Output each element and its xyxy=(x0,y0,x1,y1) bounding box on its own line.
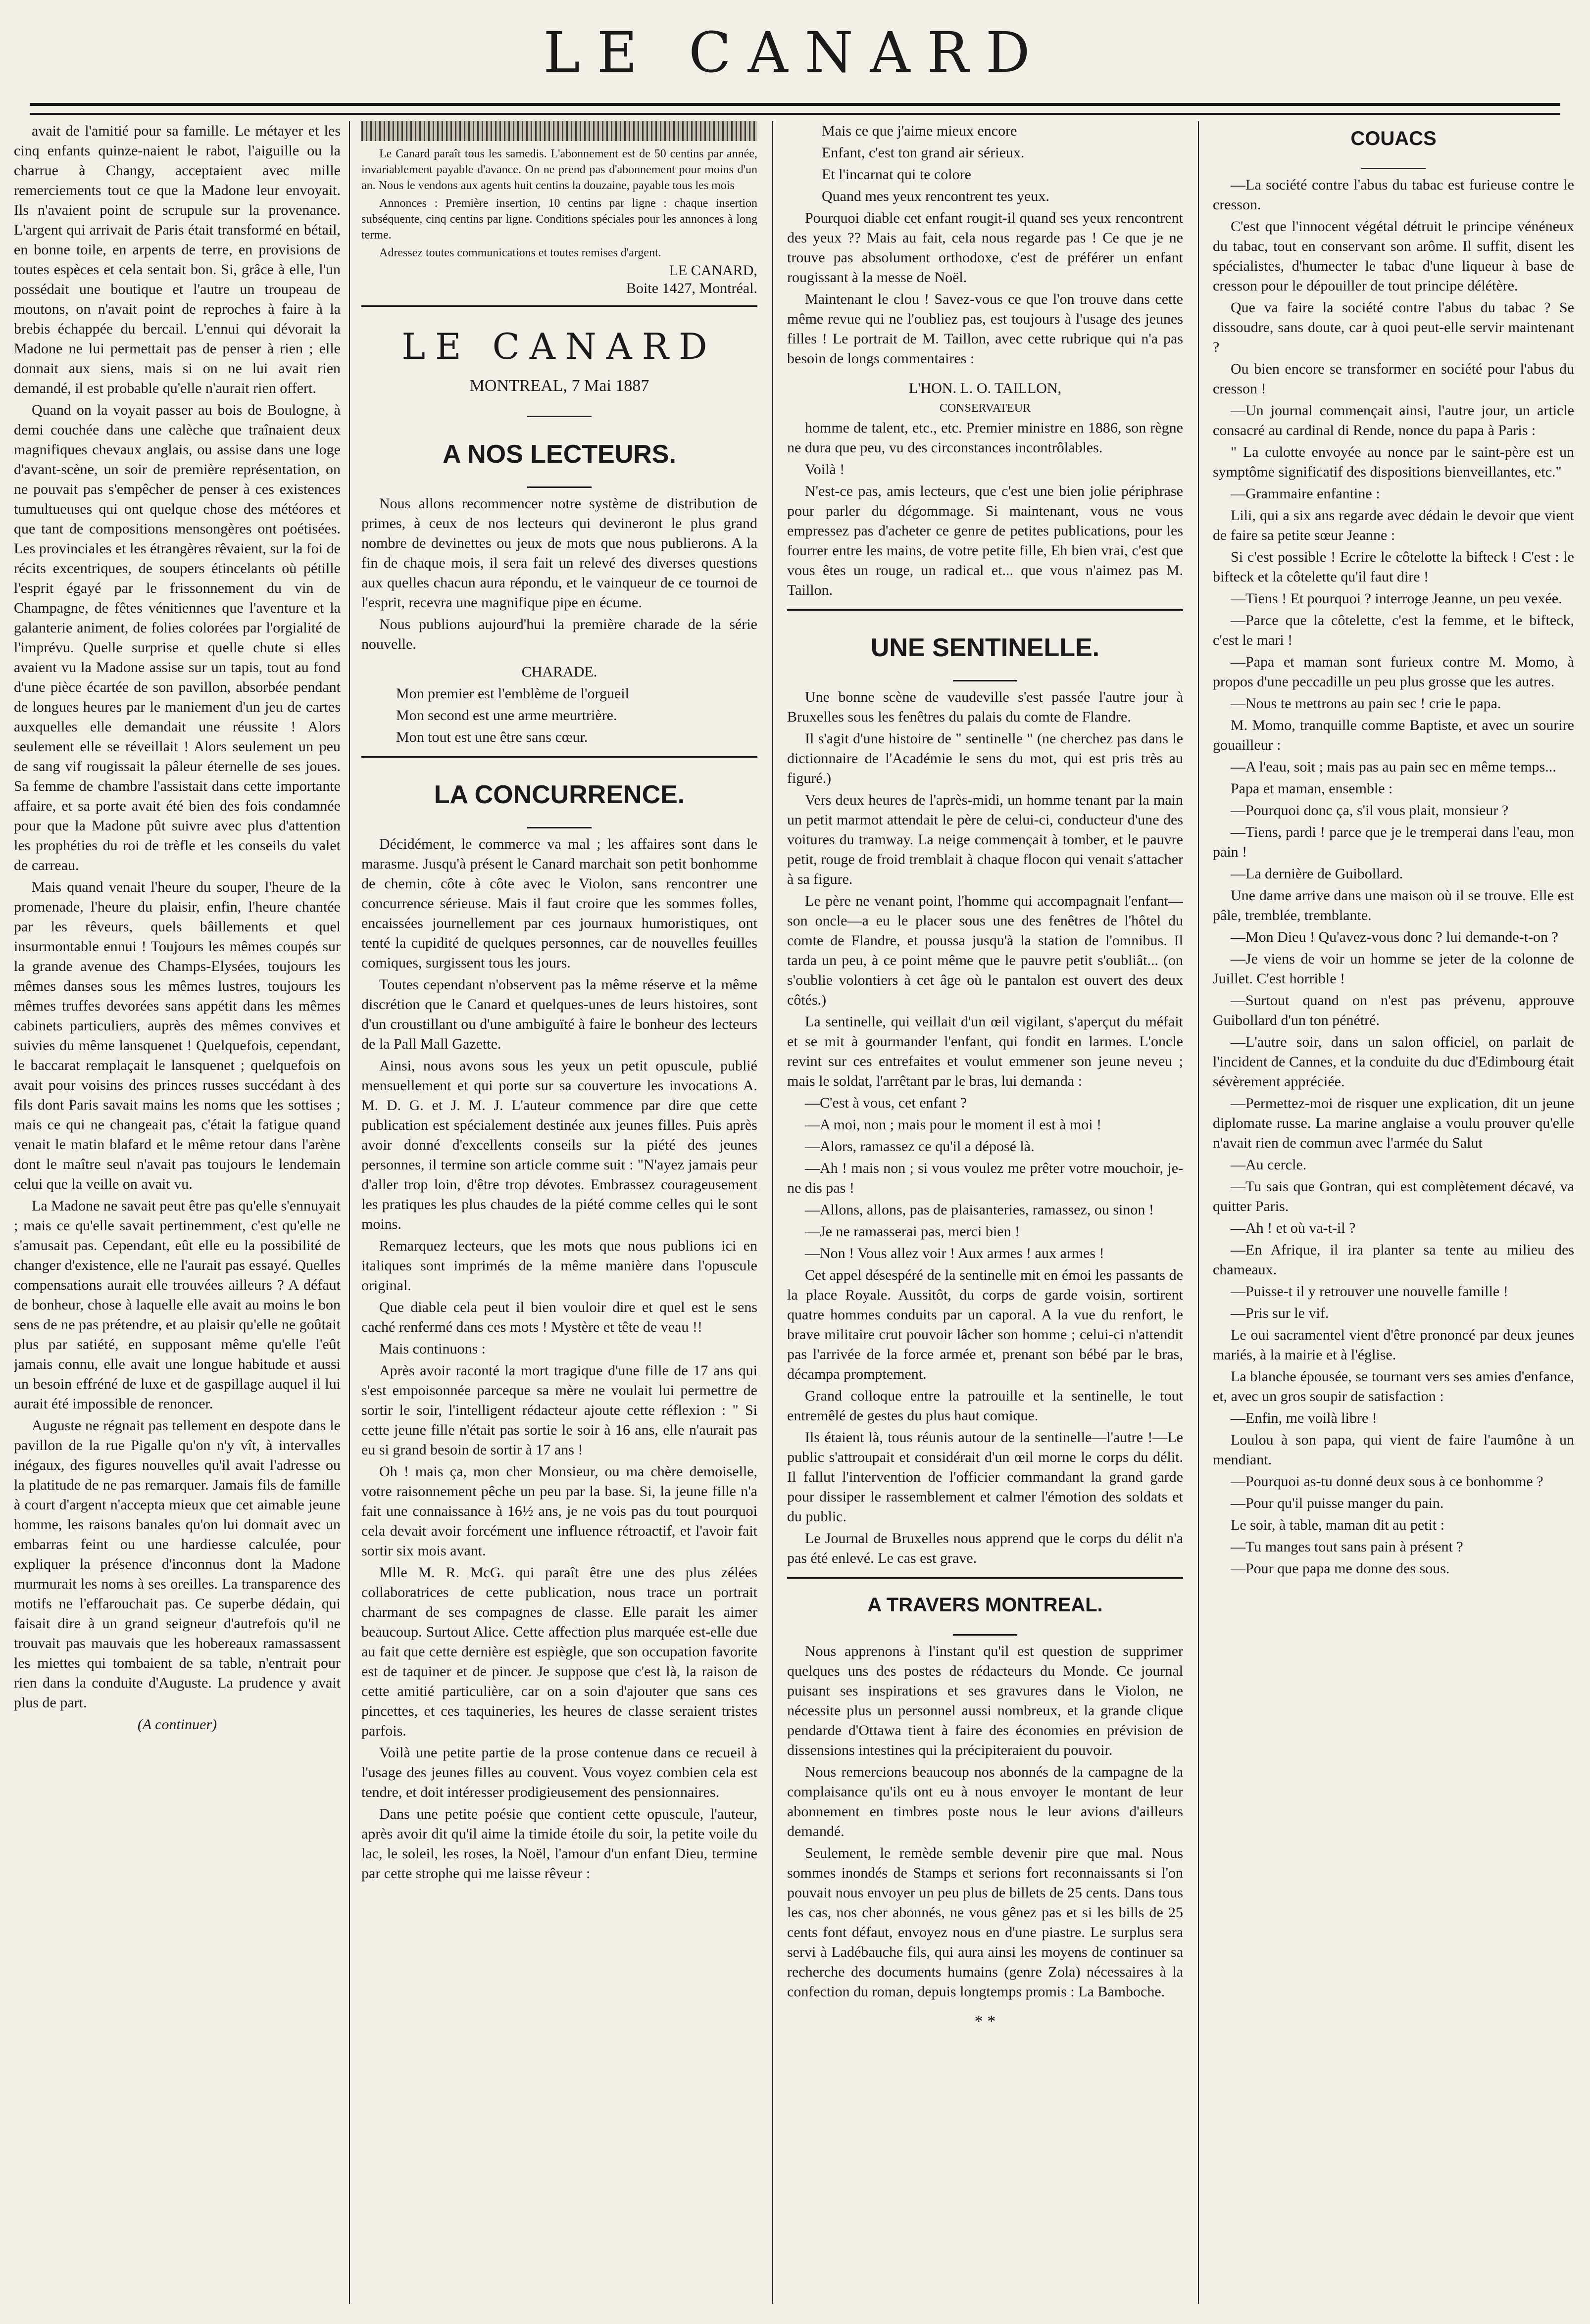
couac-item: —Mon Dieu ! Qu'avez-vous donc ? lui demande-t-on ? xyxy=(1231,929,1558,945)
notice-line: Adressez toutes communications et toutes remises d'argent. xyxy=(379,246,661,259)
subscription-notice xyxy=(361,146,757,261)
charade-line: Mon premier est l'emblème de l'orgueil xyxy=(396,685,629,702)
couac-item: Le soir, à table, maman dit au petit : xyxy=(1231,1517,1444,1533)
divider xyxy=(953,680,1017,681)
paragraph: Vers deux heures de l'après-midi, un homme tenant par la main un petit marmot attendait le père de celui-ci, conducteur d'une des voitures du tramway. La neige commençait à tomber, et le pauvre petit, rouge de froid tremblait à chaque flocon qui venait s'attacher à sa figure. xyxy=(787,792,1183,887)
couac-item: —Puisse-t il y retrouver une nouvelle famille ! xyxy=(1231,1283,1508,1300)
paragraph: —Je ne ramasserai pas, merci bien ! xyxy=(805,1223,1020,1240)
paragraph: Décidément, le commerce va mal ; les affaires sont dans le marasme. Jusqu'à présent le Canard marchait son petit bonhomme de chemin, côte à côte avec le Violon, sans rencontrer une concurrence sérieuse. Mais il faut croire que les sommes folles, encaissées journellement par ces journaux humoristiques, ont tenté la cupidité de quelques personnes, car de nouvelles feuilles comiques, surgissent tous les jours. xyxy=(361,836,757,971)
paragraph: Nous allons recommencer notre système de distribution de primes, à ceux de nos lecteurs qui devineront le plus grand nombre de devinettes ou jeux de mots que nous publierons. A la fin de chaque mois, il sera fait un relevé des diverses questions aux quelles chacun aura répondu, et le vainqueur de ce tournoi de l'esprit, recevra une magnifique pipe en écume. xyxy=(361,495,757,611)
couac-item: Le oui sacramentel vient d'être prononcé par deux jeunes mariés, à la mairie et à l'église. xyxy=(1213,1327,1574,1363)
column-2 xyxy=(361,121,757,2304)
couac-item: —Parce que la côtelette, c'est la femme, et le bifteck, c'est le mari ! xyxy=(1213,612,1574,648)
couacs-list xyxy=(1213,175,1574,1579)
paragraph: homme de talent, etc., etc. Premier ministre en 1886, son règne ne dura que peu, vu des circonstances incontrôlables. xyxy=(787,420,1183,456)
divider xyxy=(527,827,592,828)
illustration-strip xyxy=(361,121,757,141)
couac-item: M. Momo, tranquille comme Baptiste, et avec un sourire gouailleur : xyxy=(1213,717,1574,753)
couac-item: La blanche épousée, se tournant vers ses amies d'enfance, et, avec un gros soupir de satisfaction : xyxy=(1213,1368,1574,1404)
couac-item: —Pourquoi as-tu donné deux sous à ce bonhomme ? xyxy=(1231,1473,1543,1490)
couac-item: —Tiens ! Et pourquoi ? interroge Jeanne, un peu vexée. xyxy=(1231,590,1562,607)
divider xyxy=(361,305,757,307)
divider xyxy=(527,486,592,488)
divider xyxy=(1361,168,1426,169)
paragraph: Toutes cependant n'observent pas la même réserve et la même discrétion que le Canard et quelques-unes de leurs histoires, sont d'un croustillant ou d'une ambiguïté à faire le bonheur des lecteurs de la Pall Mall Gazette. xyxy=(361,976,757,1052)
couac-item: —En Afrique, il ira planter sa tente au milieu des chameaux. xyxy=(1213,1242,1574,1278)
paragraph: Voilà une petite partie de la prose contenue dans ce recueil à l'usage des jeunes filles au couvent. Vous voyez combien cela est tendre, et doit intéresser prodigieusement des pensionnaires. xyxy=(361,1744,757,1800)
couac-item: —Grammaire enfantine : xyxy=(1231,485,1380,502)
couac-item: Si c'est possible ! Ecrire le côtelotte la bifteck ! C'est : le bifteck et la côtelette qu'il faut dire ! xyxy=(1213,549,1574,585)
couac-item: —Au cercle. xyxy=(1231,1157,1307,1173)
paragraph: Grand colloque entre la patrouille et la sentinelle, le tout entremêlé de gestes du plus haut comique. xyxy=(787,1388,1183,1424)
couac-item: —Tu manges tout sans pain à présent ? xyxy=(1231,1539,1463,1555)
paragraph: avait de l'amitié pour sa famille. Le métayer et les cinq enfants quinze-naient le rabot, l'aiguille ou la charrue à Changy, acceptaient avec mille remerciements tout ce que la Madone leur envoyait. Ils n'avaient point de scrupule sur la provenance. L'argent qui arrivait de Paris était transformé en bétail, en bonne toile, en arpents de terre, en provisions de toutes espèces et cela sentait bon. Si, grâce à elle, l'un possédait une boutique et l'autre un troupeau de moutons, on n'avait point de reproches à faire à la brebis échappée du bercail. L'ennui qui dévorait la Madone ne lui permettait pas de penser à rien ; elle donnait aux siens, mais si on ne lui avait rien demandé, il est probable qu'elle n'aurait rien offert. xyxy=(14,123,341,396)
couacs-heading: COUACS xyxy=(1350,128,1437,149)
paragraph: Cet appel désespéré de la sentinelle mit en émoi les passants de la place Royale. Aussitôt, du corps de garde voisin, sortirent quatre hommes conduits par un caporal. A la vue du renfort, le brave militaire crut pouvoir lâcher son homme ; celui-ci n'attendit pas l'arrivée de la force armée et, prenant son bébé par le bras, décampa promptement. xyxy=(787,1267,1183,1382)
couac-item: —Pour que papa me donne des sous. xyxy=(1231,1560,1450,1577)
paragraph: Mais continuons : xyxy=(379,1341,486,1357)
article-body xyxy=(787,208,1183,369)
couac-item: —L'autre soir, dans un salon officiel, on parlait de l'incident de Cannes, et la conduite du duc d'Edimbourg était sévèrement appréciée. xyxy=(1213,1034,1574,1090)
couac-item: C'est que l'innocent végétal détruit le principe vénéneux du tabac, tout en conservant son arôme. Il suffit, disent les spécialistes, d'humecter le tabac d'une liqueur à base de cresson pour le dépouiller de tout principe délétère. xyxy=(1213,218,1574,294)
paragraph: Maintenant le clou ! Savez-vous ce que l'on trouve dans cette même revue qui ne l'oubliez pas, est toujours à l'usage des jeunes filles ! Le portrait de M. Taillon, avec cette rubrique qui n'a pas besoin de longs commentaires : xyxy=(787,291,1183,367)
paragraph: La sentinelle, qui veillait d'un œil vigilant, s'aperçut du méfait et se mit à gourmander l'enfant, qui fondit en larmes. L'oncle revint sur ces entrefaites et voulut emmener son jeune neveu ; mais le soldat, l'arrêtant par le bras, lui demanda : xyxy=(787,1014,1183,1089)
couac-item: —La société contre l'abus du tabac est furieuse contre le cresson. xyxy=(1213,177,1574,213)
charade-lines xyxy=(361,684,757,747)
couac-item: Lili, qui a six ans regarde avec dédain le devoir que vient de faire sa petite sœur Jeanne : xyxy=(1213,507,1574,543)
couac-item: —Surtout quand on n'est pas prévenu, approuve Guibollard d'un ton pénétré. xyxy=(1213,992,1574,1028)
couac-item: —Tiens, pardi ! parce que je le tremperai dans l'eau, mon pain ! xyxy=(1213,824,1574,860)
couac-item: —Un journal commençait ainsi, l'autre jour, un article consacré au cardinal di Rende, nonce du papa à Paris : xyxy=(1213,402,1574,438)
paragraph: —Alors, ramassez ce qu'il a déposé là. xyxy=(805,1138,1035,1155)
verse-line: Quand mes yeux rencontrent tes yeux. xyxy=(822,188,1049,204)
verse-line: Et l'incarnat qui te colore xyxy=(822,166,971,183)
couac-item: —Tu sais que Gontran, qui est complètement décavé, va quitter Paris. xyxy=(1213,1178,1574,1214)
newspaper-title: LE CANARD xyxy=(543,21,1047,85)
article-heading: A NOS LECTEURS. xyxy=(443,440,676,469)
paragraph: Il s'agit d'une histoire de " sentinelle " (ne cherchez pas dans le dictionnaire de l'Académie le sens du mot, qui est pris très au figuré.) xyxy=(787,730,1183,786)
paragraph: Que diable cela peut il bien vouloir dire et quel est le sens caché renfermé dans ces mots ! Mystère et tête de veau !! xyxy=(361,1299,757,1335)
inner-masthead: LE CANARD xyxy=(401,326,717,367)
column-1 xyxy=(14,121,341,2304)
paragraph: Nous apprenons à l'instant qu'il est question de supprimer quelques uns des postes de rédacteurs du Monde. Ce journal puisant ses inspirations et ses gravures dans le Violon, ne nécessite plus un personnel aussi nombreux, et la grande clique pendarde d'Ottawa tient à faire des économies en prévision de dissensions intestines qui la précipiteraient du pouvoir. xyxy=(787,1643,1183,1758)
masthead-rule xyxy=(30,103,1560,115)
verse-line: Enfant, c'est ton grand air sérieux. xyxy=(822,145,1025,161)
couac-item: Que va faire la société contre l'abus du tabac ? Se dissoudre, sans doute, car à quoi peut-elle servir maintenant ? xyxy=(1213,299,1574,355)
verse-line: Mais ce que j'aime mieux encore xyxy=(822,123,1017,139)
notice-address: Boite 1427, Montréal. xyxy=(626,280,757,296)
paragraph: Le Journal de Bruxelles nous apprend que le corps du délit n'a pas été enlevé. Le cas est grave. xyxy=(787,1530,1183,1566)
column-divider xyxy=(772,121,773,2304)
couac-item: Ou bien encore se transformer en société pour l'abus du cresson ! xyxy=(1213,361,1574,397)
poem-stanza xyxy=(787,121,1183,206)
couac-item: " La culotte envoyée au nonce par le saint-père est un symptôme significatif des dispositions bienveillantes, etc." xyxy=(1213,444,1574,480)
paragraph: —Non ! Vous allez voir ! Aux armes ! aux armes ! xyxy=(805,1245,1104,1261)
paragraph: —Ah ! mais non ; si vous voulez me prêter votre mouchoir, je-ne dis pas ! xyxy=(787,1160,1183,1196)
paragraph: Mlle M. R. McG. qui paraît être une des plus zélées collaboratrices de cette publication, nous trace un portrait charmant de ses compagnes de classe. Elle parait les aimer beaucoup. Surtout Alice. Cette affection plus marquée est-elle due au fait que cette dernière est espiègle, que son occupation favorite est de taquiner et de pincer. Je suppose que c'est là, la raison de cette amitié particulière, car on a soin d'ajouter que sans ces pincettes, et ces taquineries, les heures de classe seraient tristes parfois. xyxy=(361,1564,757,1739)
paragraph: Nous publions aujourd'hui la première charade de la série nouvelle. xyxy=(361,616,757,652)
notice-signature: LE CANARD, xyxy=(669,262,757,279)
charade-line: Mon second est une arme meurtrière. xyxy=(396,707,617,724)
to-be-continued: (A continuer) xyxy=(137,1716,217,1733)
paragraph: —C'est à vous, cet enfant ? xyxy=(805,1095,967,1111)
article-body xyxy=(361,834,757,1884)
article-heading: A TRAVERS MONTREAL. xyxy=(867,1594,1103,1616)
couac-item: —Pour qu'il puisse manger du pain. xyxy=(1231,1495,1444,1511)
paragraph: La Madone ne savait peut être pas qu'elle s'ennuyait ; mais ce qu'elle savait pertinemment, c'est qu'elle ne s'amusait pas. Cependant, eût elle eu la possibilité de changer d'existence, elle ne l'aurait pas essayé. Quelles compensations aurait elle trouvées ailleurs ? A défaut de bonheur, chose à laquelle elle avait au moins le bon sens de ne pas prétendre, et au plaisir qu'elle ne goûtait plus par satiété, en supposant même qu'elle l'eût jamais connu, elle avait une longue habitude et aussi un besoin effréné de luxe et de gaspillage auquel il lui aurait été impossible de renoncer. xyxy=(14,1198,341,1412)
feuilleton-text xyxy=(14,121,341,1713)
masthead xyxy=(30,6,1560,115)
section-stars: * * xyxy=(974,2012,996,2031)
dateline: MONTREAL, 7 Mai 1887 xyxy=(469,377,649,395)
paragraph: Nous remercions beaucoup nos abonnés de la campagne de la complaisance qu'ils ont eu à nous envoyer le montant de leur abonnement en timbres poste nous le leur avions d'ailleurs demandé. xyxy=(787,1764,1183,1840)
portrait-subcaption: CONSERVATEUR xyxy=(939,402,1031,415)
paragraph: Dans une petite poésie que contient cette opuscule, l'auteur, après avoir dit qu'il aime la timide étoile du soir, la petite voile du lac, le soleil, les roses, la Noël, l'amour d'un enfant Dieu, termine par cette strophe qui me laisse rêveur : xyxy=(361,1806,757,1882)
paragraph: —Allons, allons, pas de plaisanteries, ramassez, ou sinon ! xyxy=(805,1202,1154,1218)
charade-title: CHARADE. xyxy=(521,664,597,680)
paragraph: Voilà ! xyxy=(805,461,845,478)
couac-item: —Permettez-moi de risquer une explication, dit un jeune diplomate russe. La marine anglaise a voulu prouver qu'elle n'avait rien de commun avec l'armée du Salut xyxy=(1213,1095,1574,1151)
paragraph: —A moi, non ; mais pour le moment il est à moi ! xyxy=(805,1116,1102,1133)
couac-item: —A l'eau, soit ; mais pas au pain sec en même temps... xyxy=(1231,759,1556,775)
couac-item: —Pourquoi donc ça, s'il vous plait, monsieur ? xyxy=(1231,802,1509,819)
paragraph: Oh ! mais ça, mon cher Monsieur, ou ma chère demoiselle, votre raisonnement pêche un peu par la base. Si, la jeune fille n'a fait une connaissance à 16½ ans, je ne vois pas du tout pourquoi cela devait avoir forcément une influence rétroactif, et l'avoir fait sortir six mois avant. xyxy=(361,1463,757,1559)
divider xyxy=(787,1577,1183,1579)
paragraph: Ils étaient là, tous réunis autour de la sentinelle—l'autre !—Le public s'attroupait et considérait d'un œil morne le corps du délit. Il fallut l'intervention de l'officier commandant la grand garde pour dissiper le rassemblement et calmer l'émotion des soldats et du public. xyxy=(787,1429,1183,1525)
article-body xyxy=(787,1642,1183,2002)
column-divider xyxy=(1198,121,1199,2304)
divider xyxy=(361,756,757,758)
article-heading: UNE SENTINELLE. xyxy=(870,633,1100,662)
paragraph: Auguste ne régnait pas tellement en despote dans le pavillon de la rue Pigalle qu'on n'y vît, à intervalles inégaux, des figures nouvelles qu'il avait l'adresse ou la platitude de ne pas remarquer. Jamais fils de famille à court d'argent n'accepta mieux que cet aimable jeune homme, les raisons banales qu'on lui donnait avec un embarras feint ou une hardiesse calculée, pour expliquer la présence d'inconnus dont la Madone murmurait les noms à ses oreilles. La transparence des motifs ne l'effarouchait pas. Ce superbe dédain, qui faisait dire à un grand seigneur d'autrefois qu'il ne trouvait pas mauvais que les hobereaux ramassassent les miettes qui tombaient de sa table, n'entrait pour rien dans la conduite d'Auguste. La prudence y avait plus de part. xyxy=(14,1417,341,1711)
article-body xyxy=(361,494,757,654)
article-body xyxy=(787,418,1183,600)
couac-item: Loulou à son papa, qui vient de faire l'aumône à un mendiant. xyxy=(1213,1432,1574,1468)
divider xyxy=(953,1634,1017,1636)
paragraph: Mais quand venait l'heure du souper, l'heure de la promenade, l'heure du plaisir, enfin, l'heure chantée par les rêveurs, quels bâillements et quel insurmontable ennui ! Toujours les mêmes coupés sur la grande avenue des Champs-Elysées, toujours les mêmes danses sous les mêmes lustres, toujours les mêmes truffes devorées sans appétit dans les mêmes cabinets particuliers, auprès des mêmes convives et suivies du même lansquenet ! Quelquefois, cependant, le baccarat remplaçait le lansquenet ; quelquefois on avait pour voisins des princes russes succédant à des fils dont Paris savait mains les noms que les sottises ; mais ce qui ne changeait pas, c'était la fatigue quand venait le matin blafard et le même retour dans l'arène dont le maître seul n'avait pas toujours le lendemain celui que la veille on avait vu. xyxy=(14,879,341,1192)
divider xyxy=(527,416,592,417)
paragraph: Après avoir raconté la mort tragique d'une fille de 17 ans qui s'est empoisonnée parceque sa mère ne voulait lui permettre de sortir le soir, l'intelligent rédacteur ajoute cette réflexion : " Si cette jeune fille n'était pas sortie le soir à 16 ans, elle n'aurait pas eu si grand besoin de sortir à 17 ans ! xyxy=(361,1362,757,1458)
divider xyxy=(787,609,1183,611)
couac-item: —Enfin, me voilà libre ! xyxy=(1231,1410,1377,1426)
couac-item: Papa et maman, ensemble : xyxy=(1231,780,1393,797)
column-4 xyxy=(1213,121,1574,2304)
column-3 xyxy=(787,121,1183,2304)
article-body xyxy=(787,687,1183,1568)
couac-item: —Papa et maman sont furieux contre M. Momo, à propos d'une peccadille un peu plus grosse que les autres. xyxy=(1213,654,1574,690)
couac-item: —La dernière de Guibollard. xyxy=(1231,866,1403,882)
paragraph: Remarquez lecteurs, que les mots que nous publions ici en italiques sont imprimés de la même manière dans l'opuscule original. xyxy=(361,1238,757,1294)
notice-line: Le Canard paraît tous les samedis. L'abonnement est de 50 centins par année, invariablement payable d'avance. On ne prend pas d'abonnement pour moins d'un an. Nous le vendons aux agents huit centins la douzaine, payable tous les mois xyxy=(361,147,757,192)
charade-line: Mon tout est une être sans cœur. xyxy=(396,729,588,745)
couac-item: Une dame arrive dans une maison où il se trouve. Elle est pâle, tremblée, tremblante. xyxy=(1213,887,1574,923)
paragraph: Pourquoi diable cet enfant rougit-il quand ses yeux rencontrent des yeux ?? Mais au fait, cela nous regarde pas ! Ce que je ne trouve pas absolument orthodoxe, c'est de préférer un enfant rougissant à la messe de Noël. xyxy=(787,210,1183,286)
couac-item: —Ah ! et où va-t-il ? xyxy=(1231,1220,1356,1236)
portrait-caption: L'HON. L. O. TAILLON, xyxy=(908,380,1062,396)
paragraph: Seulement, le remède semble devenir pire que mal. Nous sommes inondés de Stamps et serions fort reconnaissants si l'on pouvait nous envoyer un peu plus de billets de 25 cents. Dans tous les cas, nos cher abonnés, ne vous gênez pas et si les bills de 25 cents font défaut, envoyez nous en d'une piastre. Le surplus sera servi à Ladébauche fils, qui aura ainsi les moyens de continuer sa recherche des documents humains (genre Zola) nécessaires à la confection du roman, depuis longtemps promis : La Bamboche. xyxy=(787,1845,1183,2000)
paragraph: Une bonne scène de vaudeville s'est passée l'autre jour à Bruxelles sous les fenêtres du palais du comte de Flandre. xyxy=(787,689,1183,725)
paragraph: Le père ne venant point, l'homme qui accompagnait l'enfant—son oncle—a eu le placer sous une des fenêtres de l'hôtel du comte de Flandre, et poussa jusqu'à la station de l'omnibus. Il tarda un peu, à ce point même que le pauvre petit s'oubliât... (on s'oublie volontiers à cet âge où le pantalon est ouvert des deux côtés.) xyxy=(787,893,1183,1008)
paragraph: Ainsi, nous avons sous les yeux un petit opuscule, publié mensuellement et qui porte sur sa couverture les invocations A. M. D. G. et J. M. J. L'auteur commence par dire que cette publication est spécialement destinée aux jeunes filles. Puis après avoir donné d'excellents conseils sur la piété des jeunes personnes, il termine son article comme suit : "N'ayez jamais peur d'aller trop loin, d'être trop dévotes. Embrassez courageusement les pratiques les plus chaudes de la piété comme celles qui le sont moins. xyxy=(361,1058,757,1232)
article-heading: LA CONCURRENCE. xyxy=(434,780,685,809)
paragraph: N'est-ce pas, amis lecteurs, que c'est une bien jolie périphrase pour parler du dégommage. Si maintenant, vous ne vous empressez pas d'acheter ce genre de petites publications, pour les fourrer entre les mains, de votre petite fille, Eh bien vrai, c'est que vous êtes un rouge, un radical et... que vous n'aimez pas M. Taillon. xyxy=(787,483,1183,598)
column-divider xyxy=(349,121,350,2304)
couac-item: —Je viens de voir un homme se jeter de la colonne de Juillet. C'est horrible ! xyxy=(1213,951,1574,987)
couac-item: —Nous te mettrons au pain sec ! crie le papa. xyxy=(1231,695,1501,712)
notice-line: Annonces : Première insertion, 10 centins par ligne : chaque insertion subséquente, cinq centins par ligne. Conditions spéciales pour les annonces à long terme. xyxy=(361,197,757,242)
couac-item: —Pris sur le vif. xyxy=(1231,1305,1329,1321)
paragraph: Quand on la voyait passer au bois de Boulogne, à demi couchée dans une calèche que traînaient deux magnifiques chevaux anglais, ou assise dans une loge d'avant-scène, un soir de première représentation, on ne pouvait pas s'empêcher de penser à ces existences tumultueuses qui ont quelque chose des météores et que tant de compositions mensongères ont poétisées. Les provinciales et les étrangères rêvaient, sur la foi de récits excentriques, de soupers étincelants où pétille l'esprit égayé par le frissonnement du vin de Champagne, de fêtes vénitiennes que l'aventure et la galanterie animent, de folies colorées par l'orgialité de l'imprévu. Quelle surprise et quelle chute si elles avaient vu la Madone assise sur un tapis, tout au fond d'une pièce écartée de son pavillon, absorbée pendant de longues heures par le maniement d'un jeu de cartes auxquelles elle demandait une réussite ! Alors seulement elle se réveillait ! Alors seulement un peu de sang vif rougissait la pâleur éternelle de ses joues. Sa femme de chambre l'assistait dans cette importante affaire, et sa porte avait été bien des fois condamnée pour que la Madone pût suivre avec plus d'attention les prophéties du roi de trèfle et les conseils du valet de carreau. xyxy=(14,402,341,873)
